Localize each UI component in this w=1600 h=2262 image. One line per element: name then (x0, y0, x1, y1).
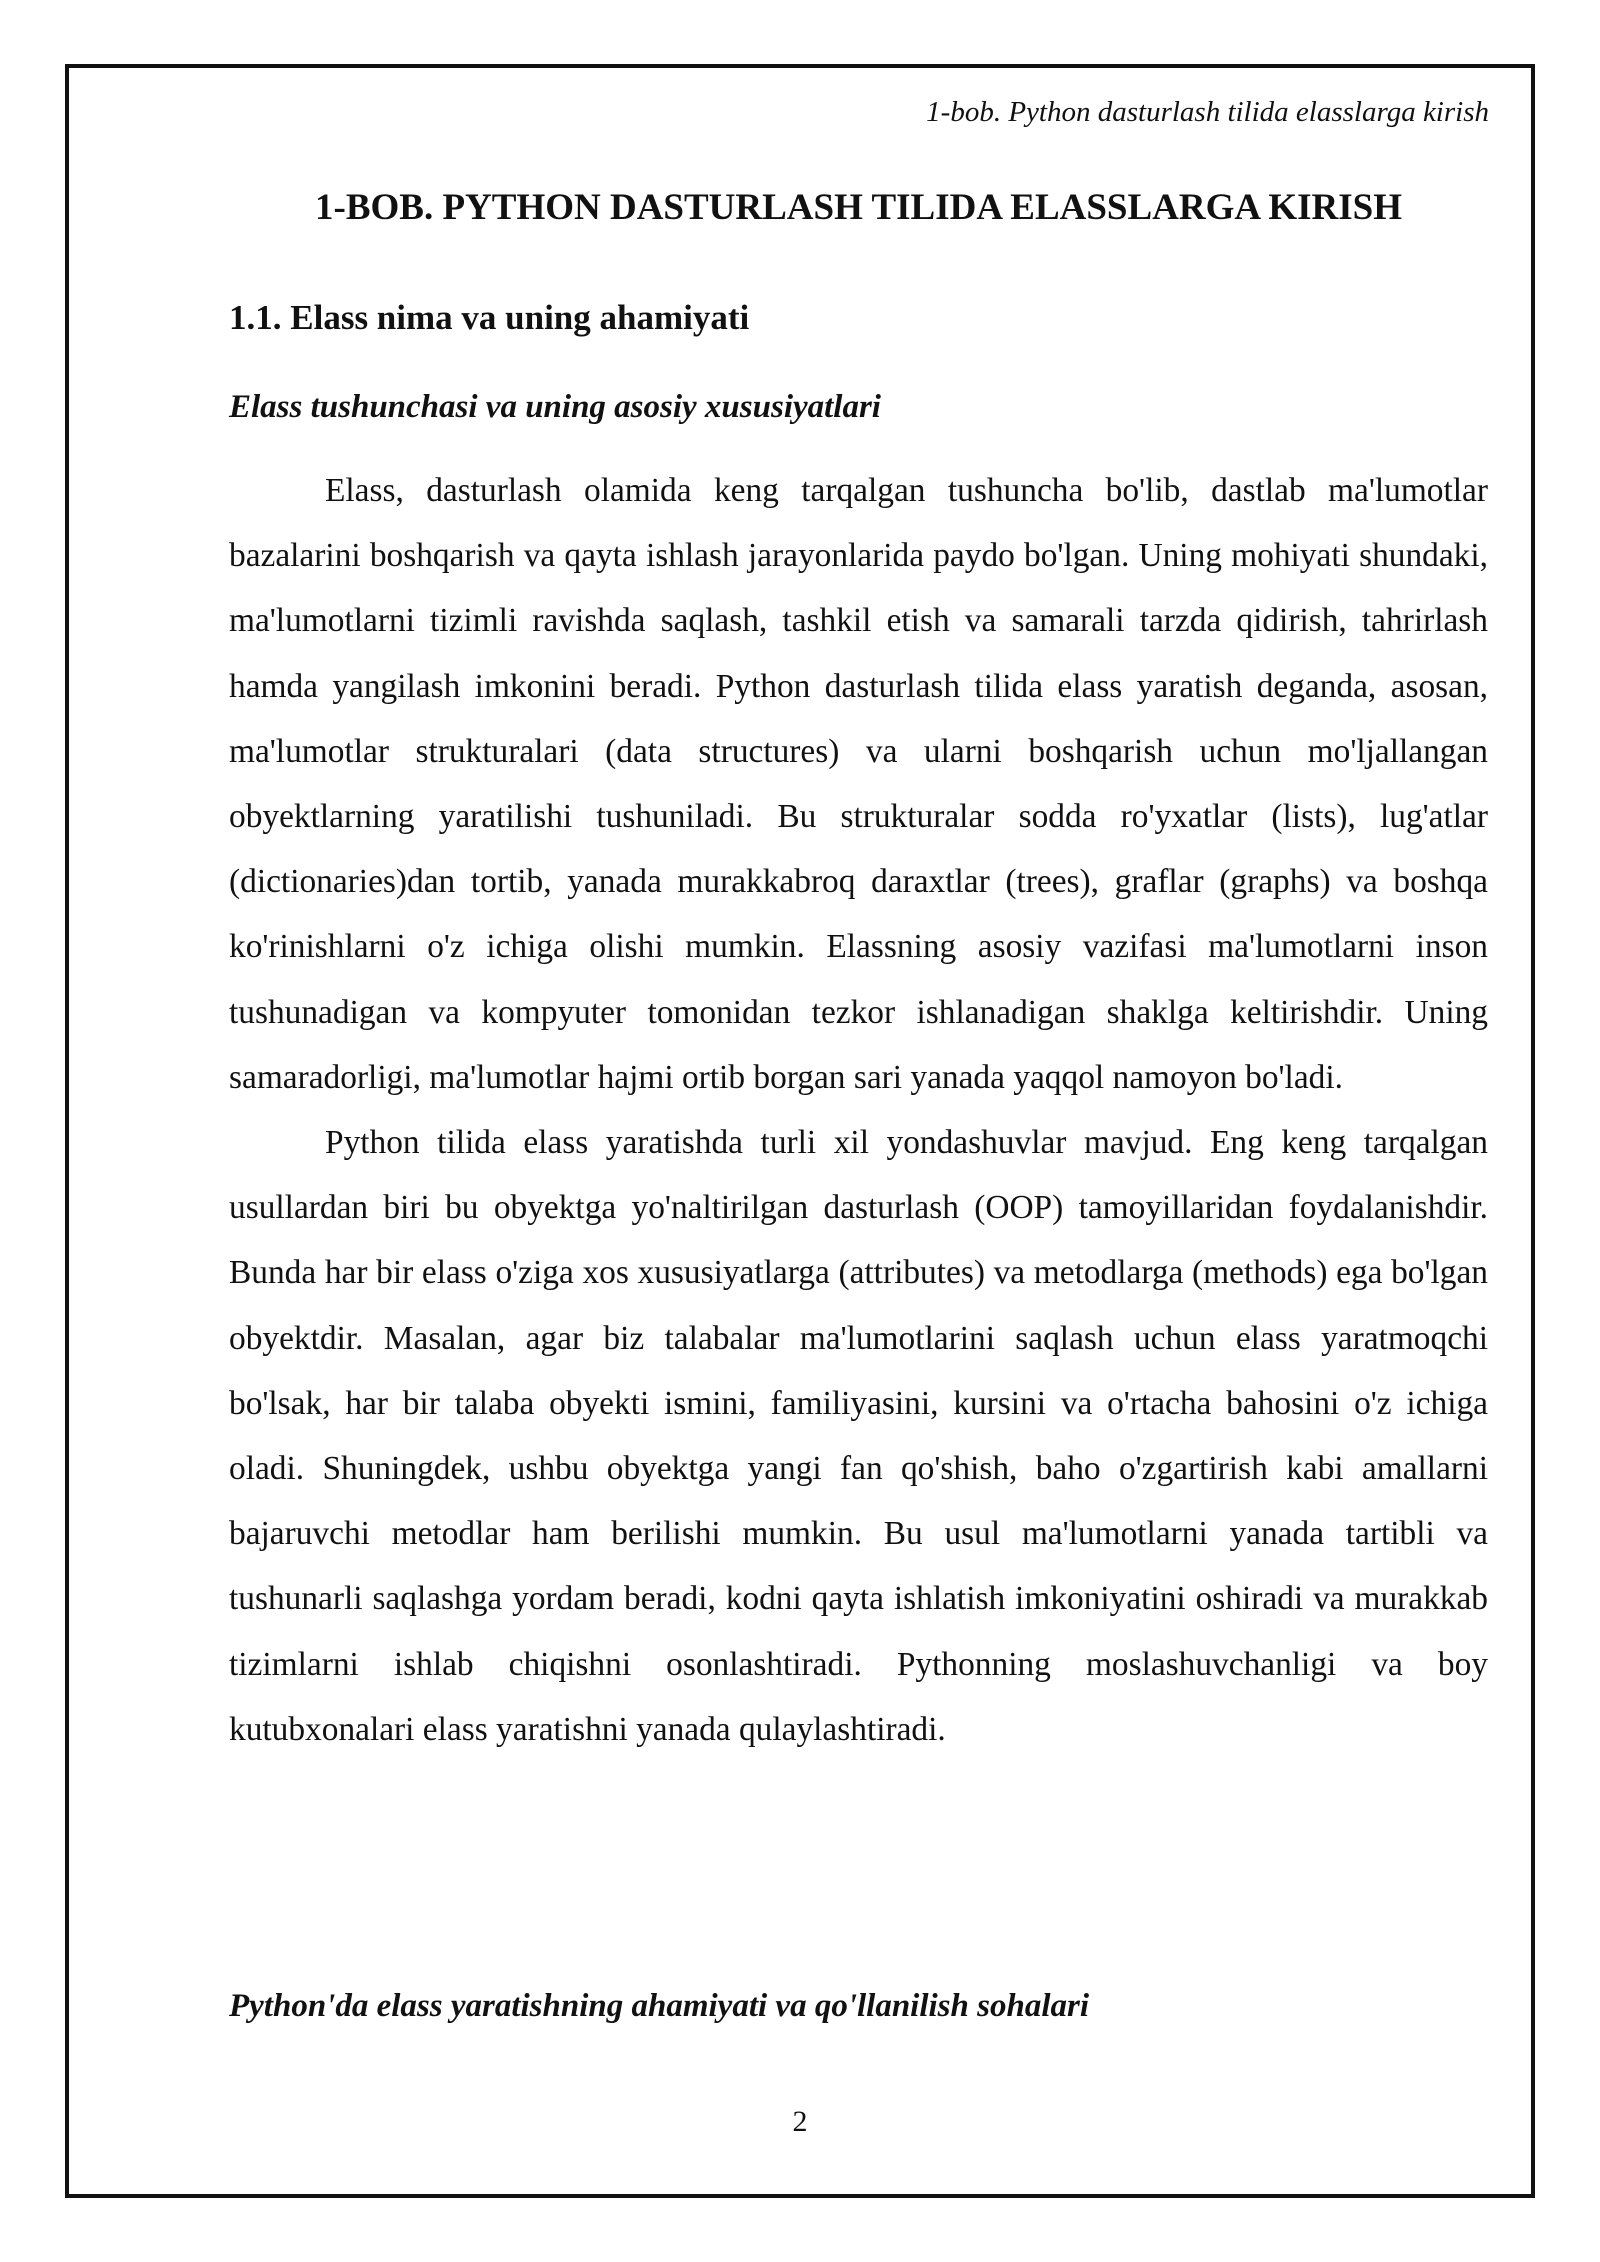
paragraph: Elass, dasturlash olamida keng tarqalgan tushuncha bo'lib, dastlab ma'lumotlar bazalarini boshqarish va qayta ishlash jarayonlarida paydo bo'lgan. Uning mohiyati shundaki, ma'lumotlarni tizimli ravishda saqlash, tashkil etish va samarali tarzda qidirish, tahrirlash hamda yangilash imkonini beradi. Python dasturlash tilida elass yaratish deganda, asosan, ma'lumotlar strukturalari (data structures) va ularni boshqarish uchun mo'ljallangan obyektlarning yaratilishi tushuniladi. Bu strukturalar sodda ro'yxatlar (lists), lug'atlar (dictionaries)dan tortib, yanada murakkabroq daraxtlar (trees), graflar (graphs) va boshqa ko'rinishlarni o'z ichiga olishi mumkin. Elassning asosiy vazifasi ma'lumotlarni inson tushunadigan va kompyuter tomonidan tezkor ishlanadigan shaklga keltirishdir. Uning samaradorligi, ma'lumotlar hajmi ortib borgan sari yanada yaqqol namoyon bo'ladi. (229, 472, 1488, 1096)
section-title: 1.1. Elass nima va uning ahamiyati (229, 298, 750, 337)
chapter-title: 1-BOB. PYTHON DASTURLASH TILIDA ELASSLARGA KIRISH (315, 187, 1402, 228)
running-header: 1-bob. Python dasturlash tilida elasslarga kirish (926, 96, 1489, 128)
page-number: 2 (792, 2105, 808, 2138)
paragraph: Python tilida elass yaratishda turli xil yondashuvlar mavjud. Eng keng tarqalgan usullardan biri bu obyektga yo'naltirilgan dasturlash (OOP) tamoyillaridan foydalanishdir. Bunda har bir elass o'ziga xos xususiyatlarga (attributes) va metodlarga (methods) ega bo'lgan obyektdir. Masalan, agar biz talabalar ma'lumotlarini saqlash uchun elass yaratmoqchi bo'lsak, har bir talaba obyekti ismini, familiyasini, kursini va o'rtacha bahosini o'z ichiga oladi. Shuningdek, ushbu obyektga yangi fan qo'shish, baho o'zgartirish kabi amallarni bajaruvchi metodlar ham berilishi mumkin. Bu usul ma'lumotlarni yanada tartibli va tushunarli saqlashga yordam beradi, kodni qayta ishlatish imkoniyatini oshiradi va murakkab tizimlarni ishlab chiqishni osonlashtiradi. Pythonning moslashuvchanligi va boy kutubxonalari elass yaratishni yanada qulaylashtiradi. (229, 1124, 1488, 1748)
subsection-heading: Python'da elass yaratishning ahamiyati va qo'llanilish sohalari (229, 1988, 1089, 2024)
subsection-heading: Elass tushunchasi va uning asosiy xususiyatlari (229, 389, 881, 425)
body-text (229, 458, 1488, 1762)
